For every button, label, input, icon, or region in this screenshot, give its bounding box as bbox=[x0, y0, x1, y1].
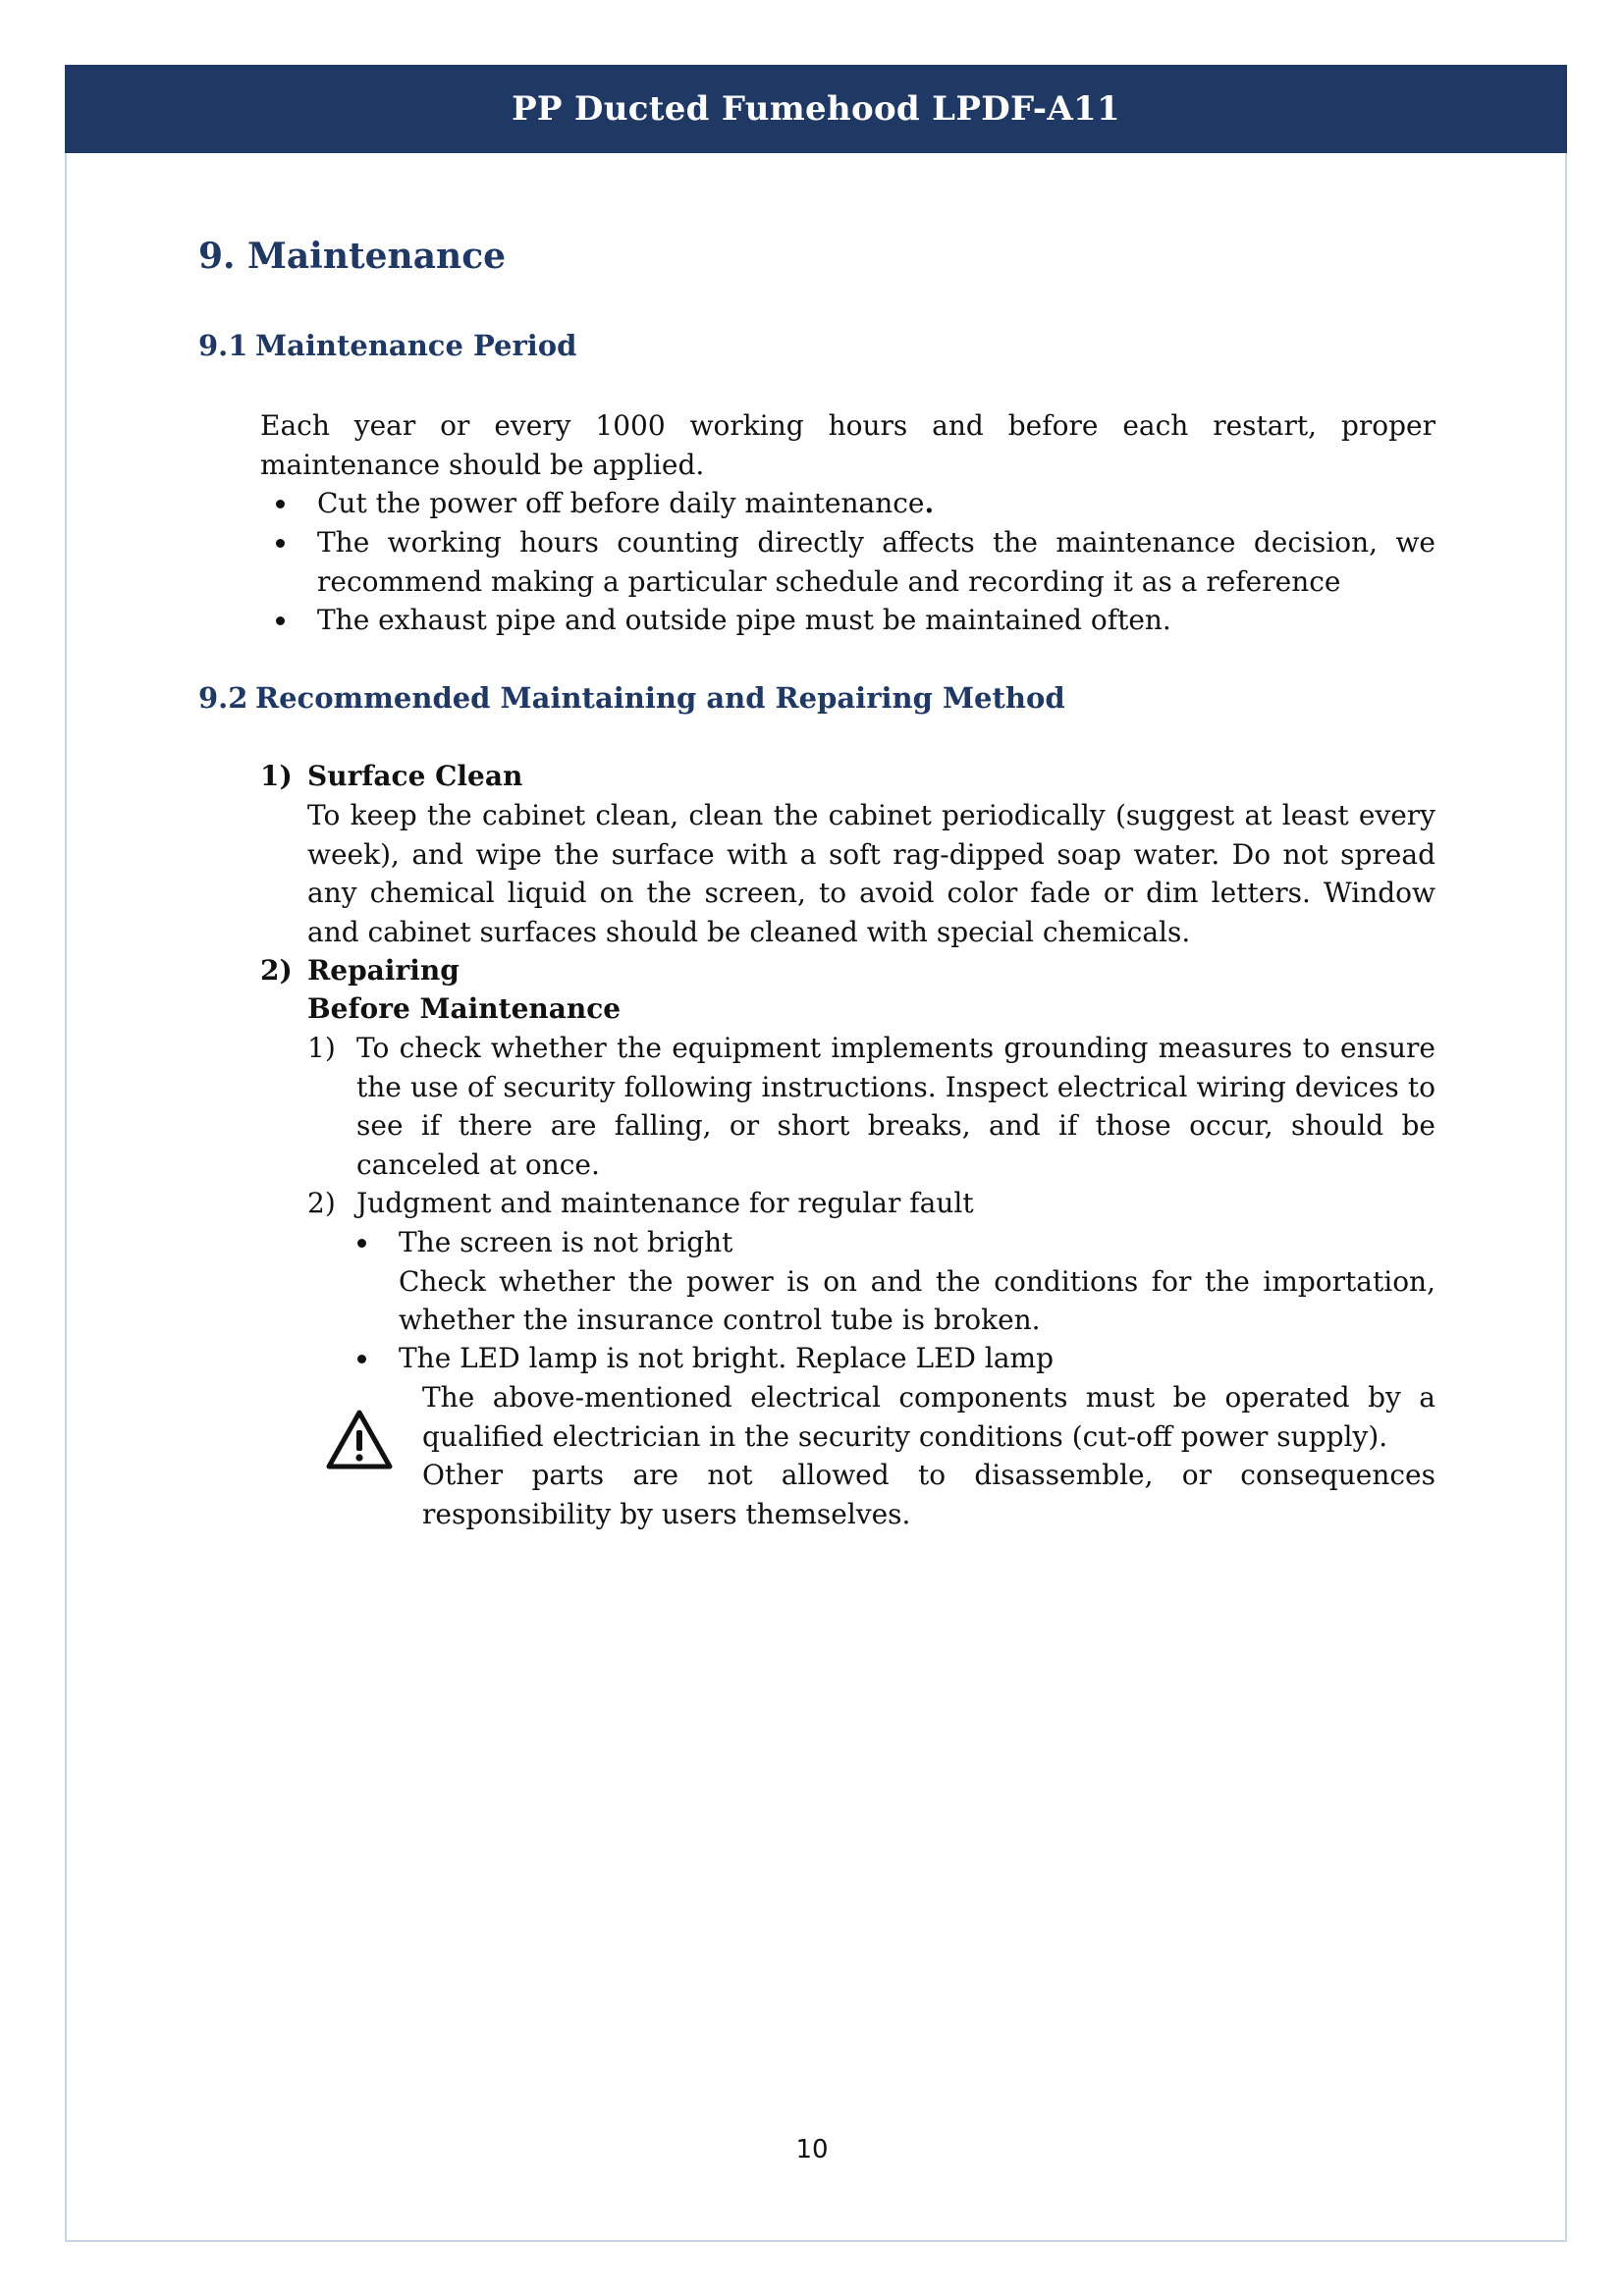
before-maintenance-heading: Before Maintenance bbox=[307, 992, 622, 1025]
section-number: 9. bbox=[198, 236, 236, 277]
subsection-number: 9.1 bbox=[198, 329, 248, 362]
surface-clean-text: To keep the cabinet clean, clean the cabinet periodically (suggest at least every week), and wipe the surface with a soft rag-dipped soap water. Do not spread any chemical liquid on the screen, to avoid color fade or dim letters. Window and cabinet surfaces should be cleaned with special chemicals. bbox=[307, 799, 1435, 948]
sub-item-text: To check whether the equipment implements grounding measures to ensure the use of security following instructions. Inspect electrical wiring devices to see if there are falling, or short breaks, and if those occur, should be canceled at once. bbox=[356, 1032, 1435, 1181]
sub-item-number: 2) bbox=[307, 1187, 336, 1219]
bullet-icon bbox=[260, 484, 317, 523]
warning-text-disassemble: Other parts are not allowed to disassemble, or consequences responsibility by users themselves. bbox=[422, 1459, 1435, 1530]
section-title: Maintenance bbox=[247, 236, 507, 277]
fault-title: The LED lamp is not bright. Replace LED lamp bbox=[399, 1342, 1055, 1374]
list-item bbox=[342, 1339, 1435, 1378]
warning-icon bbox=[324, 1408, 395, 1472]
subsection-heading-maintenance-period bbox=[198, 329, 576, 362]
bullet-icon bbox=[260, 523, 317, 601]
list-item bbox=[260, 484, 1435, 523]
fault-title: The screen is not bright bbox=[399, 1226, 733, 1258]
warning-text-electrician: The above-mentioned electrical components must be operated by a qualified electrician in the security conditions (cut-off power supply). bbox=[422, 1381, 1435, 1453]
sub-item-grounding-check bbox=[307, 1029, 1435, 1184]
bullet-icon bbox=[342, 1339, 399, 1378]
subsection-title: Recommended Maintaining and Repairing Method bbox=[255, 681, 1065, 715]
bullet-text: The working hours counting directly affects the maintenance decision, we recommend making a particular schedule and recording it as a reference bbox=[317, 526, 1435, 598]
page-number: 10 bbox=[795, 2135, 829, 2164]
list-item bbox=[260, 601, 1435, 640]
bullet-text: The exhaust pipe and outside pipe must be maintained often. bbox=[317, 604, 1171, 636]
subsection-number: 9.2 bbox=[198, 681, 248, 715]
subsection-title: Maintenance Period bbox=[255, 329, 577, 362]
item-title: Repairing bbox=[307, 954, 460, 987]
maintenance-period-intro: Each year or every 1000 working hours and before each restart, proper maintenance should be applied. bbox=[260, 409, 1435, 481]
header-bar bbox=[65, 65, 1567, 153]
fault-text: Check whether the power is on and the conditions for the importation, whether the insurance control tube is broken. bbox=[399, 1264, 1435, 1336]
numbered-item-repairing bbox=[260, 951, 1435, 990]
subsection-heading-recommended-method bbox=[198, 681, 1065, 715]
list-item bbox=[342, 1223, 1435, 1340]
sub-item-regular-fault bbox=[307, 1184, 1435, 1223]
item-number: 2) bbox=[260, 954, 293, 987]
numbered-item-surface-clean bbox=[260, 757, 1435, 796]
list-item bbox=[260, 523, 1435, 601]
bullet-period: . bbox=[924, 487, 935, 519]
bullet-text: Cut the power off before daily maintenance bbox=[317, 487, 925, 519]
bullet-icon bbox=[342, 1223, 399, 1340]
sub-item-text: Judgment and maintenance for regular fault bbox=[356, 1187, 974, 1219]
section-heading-maintenance bbox=[198, 236, 506, 277]
document-title: PP Ducted Fumehood LPDF-A11 bbox=[512, 89, 1120, 129]
item-number: 1) bbox=[260, 760, 293, 792]
item-title: Surface Clean bbox=[307, 760, 523, 792]
bullet-icon bbox=[260, 601, 317, 640]
sub-item-number: 1) bbox=[307, 1032, 336, 1064]
